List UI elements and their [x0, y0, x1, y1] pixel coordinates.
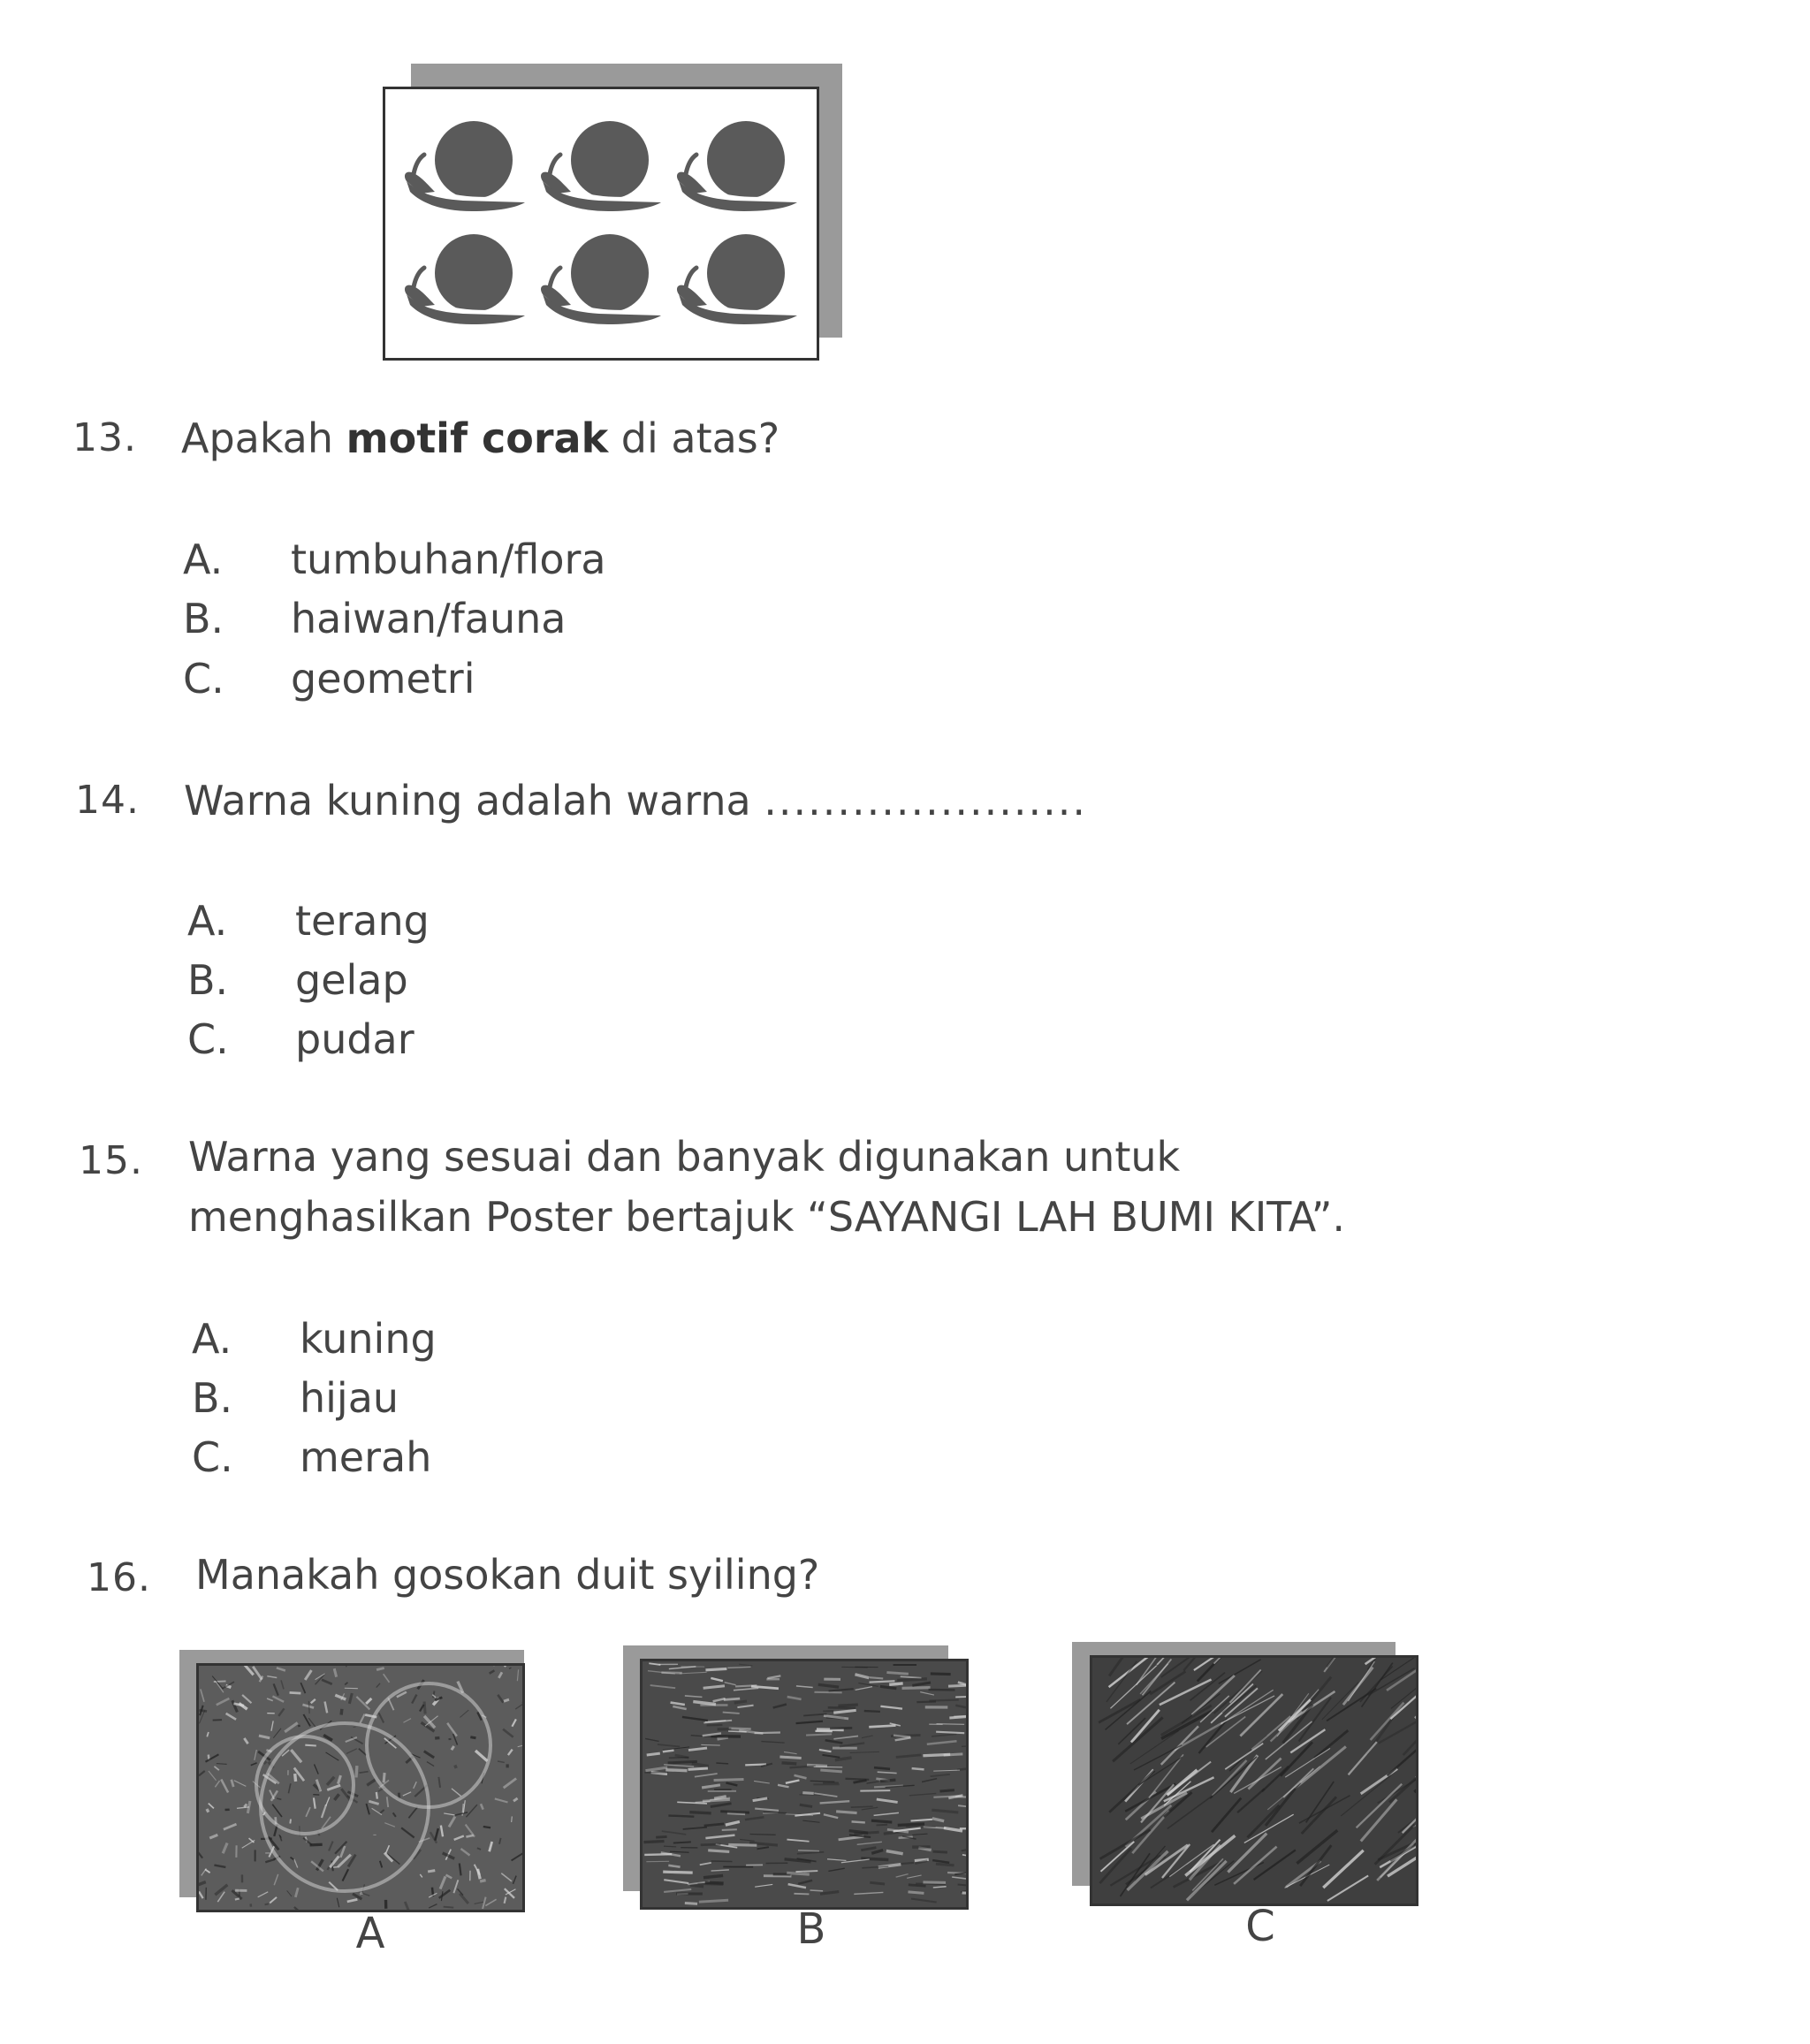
snail-icon — [677, 121, 797, 211]
option-text: gelap — [295, 956, 408, 1004]
question-14-blank: ...................... — [764, 777, 1087, 824]
snail-pattern-illustration — [385, 89, 817, 358]
option-text: hijau — [300, 1374, 399, 1422]
option-text: geometri — [291, 655, 475, 703]
option-letter: C. — [192, 1433, 233, 1481]
option-text: tumbuhan/flora — [291, 536, 606, 583]
question-15-line-2: menghasilkan Poster bertajuk “SAYANGI LAH BUMI KITA”. — [188, 1193, 1346, 1241]
option-text: merah — [300, 1433, 432, 1481]
option-letter: A. — [183, 536, 224, 583]
question-16-number: 16. — [87, 1555, 151, 1600]
option-text: terang — [295, 897, 430, 945]
rubbing-label-a: A — [355, 1909, 385, 1958]
option-text: pudar — [295, 1015, 414, 1063]
snail-icon — [405, 121, 525, 211]
question-13-text-bold: motif corak — [346, 414, 609, 462]
question-14-text-main: Warna kuning adalah warna — [184, 777, 751, 824]
option-letter: C. — [187, 1015, 229, 1063]
snail-icon — [677, 234, 797, 324]
question-13-text-end: di atas? — [608, 414, 780, 462]
question-15-number: 15. — [79, 1138, 143, 1183]
rubbing-c-texture — [1092, 1658, 1416, 1903]
question-13-text-start: Apakah — [181, 414, 346, 462]
rubbing-b-texture — [643, 1661, 966, 1907]
question-16-text: Manakah gosokan duit syiling? — [195, 1551, 820, 1599]
question-13-number: 13. — [72, 415, 137, 460]
option-letter: A. — [192, 1315, 232, 1363]
motif-figure — [383, 87, 819, 361]
rubbing-a-texture — [199, 1666, 522, 1910]
snail-icon — [541, 234, 661, 324]
rubbing-label-c: C — [1245, 1902, 1275, 1951]
rubbing-image-a[interactable] — [196, 1663, 525, 1912]
question-14-text — [184, 771, 1087, 831]
rubbing-image-b[interactable] — [640, 1659, 969, 1910]
snail-icon — [541, 121, 661, 211]
question-15-line-1: Warna yang sesuai dan banyak digunakan untuk — [188, 1133, 1181, 1181]
option-letter: B. — [187, 956, 229, 1004]
rubbing-image-c[interactable] — [1090, 1655, 1418, 1906]
question-14-number: 14. — [75, 778, 140, 823]
rubbing-label-b: B — [796, 1904, 826, 1954]
option-letter: C. — [183, 655, 224, 703]
question-15-text — [188, 1127, 1345, 1247]
option-text: haiwan/fauna — [291, 595, 567, 642]
option-letter: B. — [192, 1374, 233, 1422]
option-letter: B. — [183, 595, 224, 642]
option-text: kuning — [300, 1315, 437, 1363]
question-13-text — [181, 408, 780, 468]
snail-icon — [405, 234, 525, 324]
option-letter: A. — [187, 897, 228, 945]
